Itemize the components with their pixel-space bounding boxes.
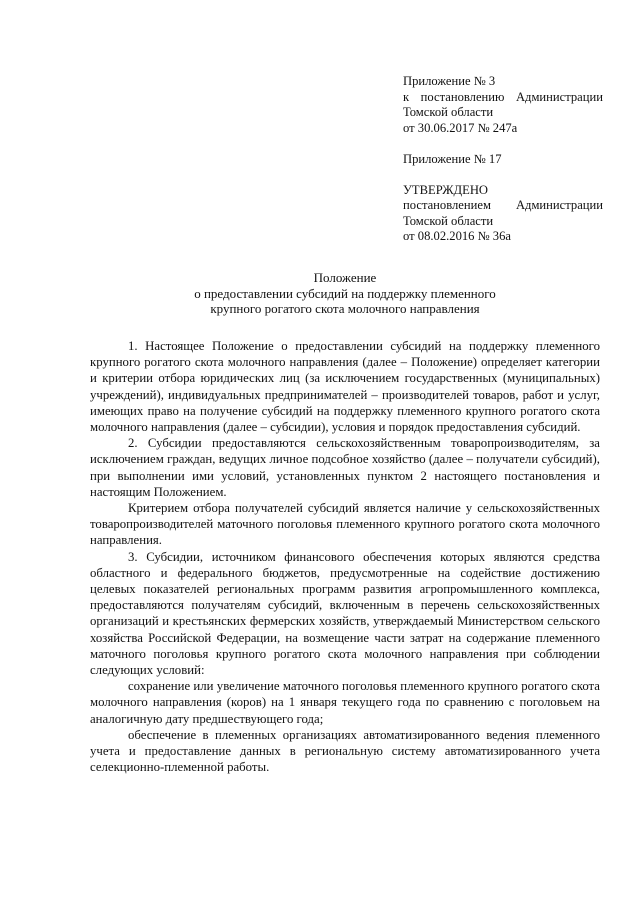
- paragraph-2: 2. Субсидии предоставляются сельскохозяйственным товаропроизводителям, за исключением граждан, ведущих личное подсобное хозяйство (далее – получатели субсидий), при выполнении ими условий, установленных пунктом 2 настоящего постановления и настоящим Положением.: [90, 436, 600, 499]
- paragraph-criteria: Критерием отбора получателей субсидий является наличие у сельскохозяйственных товаропроизводителей маточного поголовья племенного крупного рогатого скота молочного направления.: [90, 501, 600, 548]
- appendix-3-label: Приложение № 3: [403, 74, 496, 88]
- condition-1: сохранение или увеличение маточного поголовья племенного крупного рогатого скота молочного направления (коров) на 1 января текущего года по сравнению с поголовьем на аналогичную дату предшествующего года;: [90, 679, 600, 726]
- paragraph-1: 1. Настоящее Положение о предоставлении субсидий на поддержку племенного крупного рогатого скота молочного направления (далее – Положение) определяет категории и критерии отбора юридических лиц (за исключением государственных (муниципальных) учреждений), индивидуальных предпринимателей – производителей товаров, работ и услуг, имеющих право на получение субсидий на поддержку племенного крупного рогатого скота молочного направления (далее – субсидии), условия и порядок предоставления субсидий.: [90, 339, 600, 435]
- appendix-17-label: Приложение № 17: [403, 151, 502, 166]
- approved-by-resolution: постановлением Администрации: [403, 198, 603, 212]
- resolution-reference: к постановлению Администрации: [403, 89, 603, 104]
- title-line-2: о предоставлении субсидий на поддержку племенного: [194, 285, 496, 301]
- paragraph-3: 3. Субсидии, источником финансового обеспечения которых являются средства областного и федерального бюджетов, предусмотренные на содействие достижению целевых показателей региональных программ развития агропромышленного комплекса, предоставляются получателям субсидий, включенным в перечень сельскохозяйственных организаций и крестьянских фермерских хозяйств, утверждаемый Министерством сельского хозяйства Российской Федерации, на возмещение части затрат на содержание племенного маточного поголовья крупного рогатого скота молочного направления при соблюдении следующих условий:: [90, 549, 600, 678]
- document-title: [90, 270, 600, 317]
- approved-stamp: УТВЕРЖДЕНО: [403, 182, 489, 197]
- resolution-date: от 30.06.2017 № 247а: [403, 120, 518, 135]
- condition-2: обеспечение в племенных организациях автоматизированного ведения племенного учета и предоставление данных в региональную систему автоматизированного учета селекционно-племенной работы.: [90, 727, 600, 775]
- region-label-2: Томской области: [403, 213, 494, 228]
- document-body: [90, 338, 600, 775]
- title-line-3: крупного рогатого скота молочного направления: [210, 301, 480, 316]
- title-line-1: Положение: [313, 270, 377, 285]
- approval-date: от 08.02.2016 № 36а: [403, 229, 511, 243]
- region-label: Томской области: [403, 105, 494, 119]
- approval-block: [403, 74, 603, 245]
